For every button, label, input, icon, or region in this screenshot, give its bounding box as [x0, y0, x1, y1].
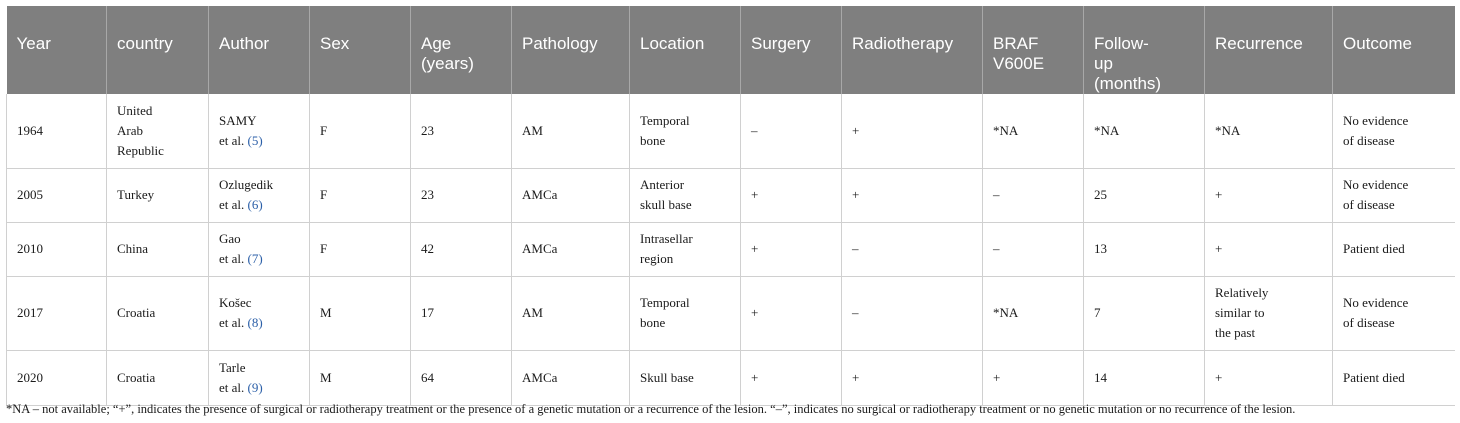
cell-braf: + [983, 350, 1084, 405]
table-row [7, 94, 1455, 168]
cell-outcome: No evidence of disease [1333, 168, 1455, 222]
cell-pathology: AMCa [512, 168, 630, 222]
cell-location: Intrasellar region [630, 222, 741, 276]
cell-recurrence: *NA [1205, 94, 1333, 168]
cell-outcome: Patient died [1333, 350, 1455, 405]
cell-year: 1964 [7, 94, 107, 168]
cell-radiotherapy: + [842, 350, 983, 405]
header-age: Age (years) [411, 6, 512, 94]
cell-age: 17 [411, 276, 512, 350]
cell-radiotherapy: + [842, 94, 983, 168]
header-followup: Follow- up (months) [1084, 6, 1205, 94]
author-name: Košec et al. [219, 295, 252, 330]
cell-sex: F [310, 222, 411, 276]
reference-link[interactable]: (9) [247, 379, 263, 395]
cell-pathology: AMCa [512, 222, 630, 276]
header-year: Year [7, 6, 107, 94]
header-location: Location [630, 6, 741, 94]
cell-author [209, 350, 310, 405]
reference-link[interactable]: (8) [247, 315, 263, 330]
cell-location: Anterior skull base [630, 168, 741, 222]
cell-surgery: – [741, 94, 842, 168]
cell-sex: M [310, 350, 411, 405]
header-radiotherapy: Radiotherapy [842, 6, 983, 94]
header-recurrence: Recurrence [1205, 6, 1333, 94]
cell-followup: 13 [1084, 222, 1205, 276]
reference-link[interactable]: (7) [247, 251, 263, 266]
cell-sex: M [310, 276, 411, 350]
case-table-container [6, 6, 1454, 406]
cell-recurrence: + [1205, 350, 1333, 405]
cell-age: 23 [411, 168, 512, 222]
author-name: SAMY et al. [219, 112, 257, 148]
cell-age: 42 [411, 222, 512, 276]
table-row [7, 222, 1455, 276]
cell-pathology: AMCa [512, 350, 630, 405]
cell-age: 64 [411, 350, 512, 405]
cell-country: United Arab Republic [107, 94, 209, 168]
cell-pathology: AM [512, 94, 630, 168]
cell-location: Temporal bone [630, 94, 741, 168]
cell-braf: – [983, 222, 1084, 276]
cell-outcome: Patient died [1333, 222, 1455, 276]
cell-braf: *NA [983, 276, 1084, 350]
cell-radiotherapy: – [842, 222, 983, 276]
table-row [7, 168, 1455, 222]
cell-surgery: + [741, 350, 842, 405]
cell-surgery: + [741, 222, 842, 276]
cell-braf: *NA [983, 94, 1084, 168]
cell-followup: 14 [1084, 350, 1205, 405]
cell-recurrence: Relatively similar to the past [1205, 276, 1333, 350]
header-surgery: Surgery [741, 6, 842, 94]
cell-outcome: No evidence of disease [1333, 94, 1455, 168]
cell-year: 2017 [7, 276, 107, 350]
table-footnote: *NA – not available; “+”, indicates the presence of surgical or radiotherapy treatment or the presence of a genetic mutation or a recurrence of the lesion. “–”, indicates no surgical or radiotherapy treatment or no genetic mutation or no recurrence of the lesion. [6, 402, 1296, 416]
case-table [6, 6, 1455, 406]
cell-pathology: AM [512, 276, 630, 350]
table-row [7, 276, 1455, 350]
cell-braf: – [983, 168, 1084, 222]
cell-sex: F [310, 168, 411, 222]
cell-country: Turkey [107, 168, 209, 222]
cell-outcome: No evidence of disease [1333, 276, 1455, 350]
cell-year: 2010 [7, 222, 107, 276]
cell-followup: 25 [1084, 168, 1205, 222]
cell-recurrence: + [1205, 222, 1333, 276]
author-name: Ozlugedik et al. [219, 177, 274, 212]
cell-author [209, 276, 310, 350]
header-braf: BRAF V600E [983, 6, 1084, 94]
cell-location: Skull base [630, 350, 741, 405]
table-header-row [7, 6, 1455, 94]
cell-location: Temporal bone [630, 276, 741, 350]
cell-recurrence: + [1205, 168, 1333, 222]
header-country: country [107, 6, 209, 94]
cell-sex: F [310, 94, 411, 168]
header-sex: Sex [310, 6, 411, 94]
reference-link[interactable]: (6) [247, 197, 263, 212]
cell-age: 23 [411, 94, 512, 168]
reference-link[interactable]: (5) [247, 132, 263, 148]
cell-radiotherapy: – [842, 276, 983, 350]
table-row [7, 350, 1455, 405]
cell-author [209, 94, 310, 168]
header-outcome: Outcome [1333, 6, 1455, 94]
cell-followup: *NA [1084, 94, 1205, 168]
author-name: Gao et al. [219, 231, 245, 266]
header-pathology: Pathology [512, 6, 630, 94]
cell-surgery: + [741, 168, 842, 222]
cell-country: China [107, 222, 209, 276]
cell-surgery: + [741, 276, 842, 350]
cell-author [209, 168, 310, 222]
header-author: Author [209, 6, 310, 94]
cell-country: Croatia [107, 350, 209, 405]
author-name: Tarle et al. [219, 359, 246, 395]
cell-author [209, 222, 310, 276]
cell-radiotherapy: + [842, 168, 983, 222]
cell-followup: 7 [1084, 276, 1205, 350]
cell-year: 2005 [7, 168, 107, 222]
cell-year: 2020 [7, 350, 107, 405]
cell-country: Croatia [107, 276, 209, 350]
